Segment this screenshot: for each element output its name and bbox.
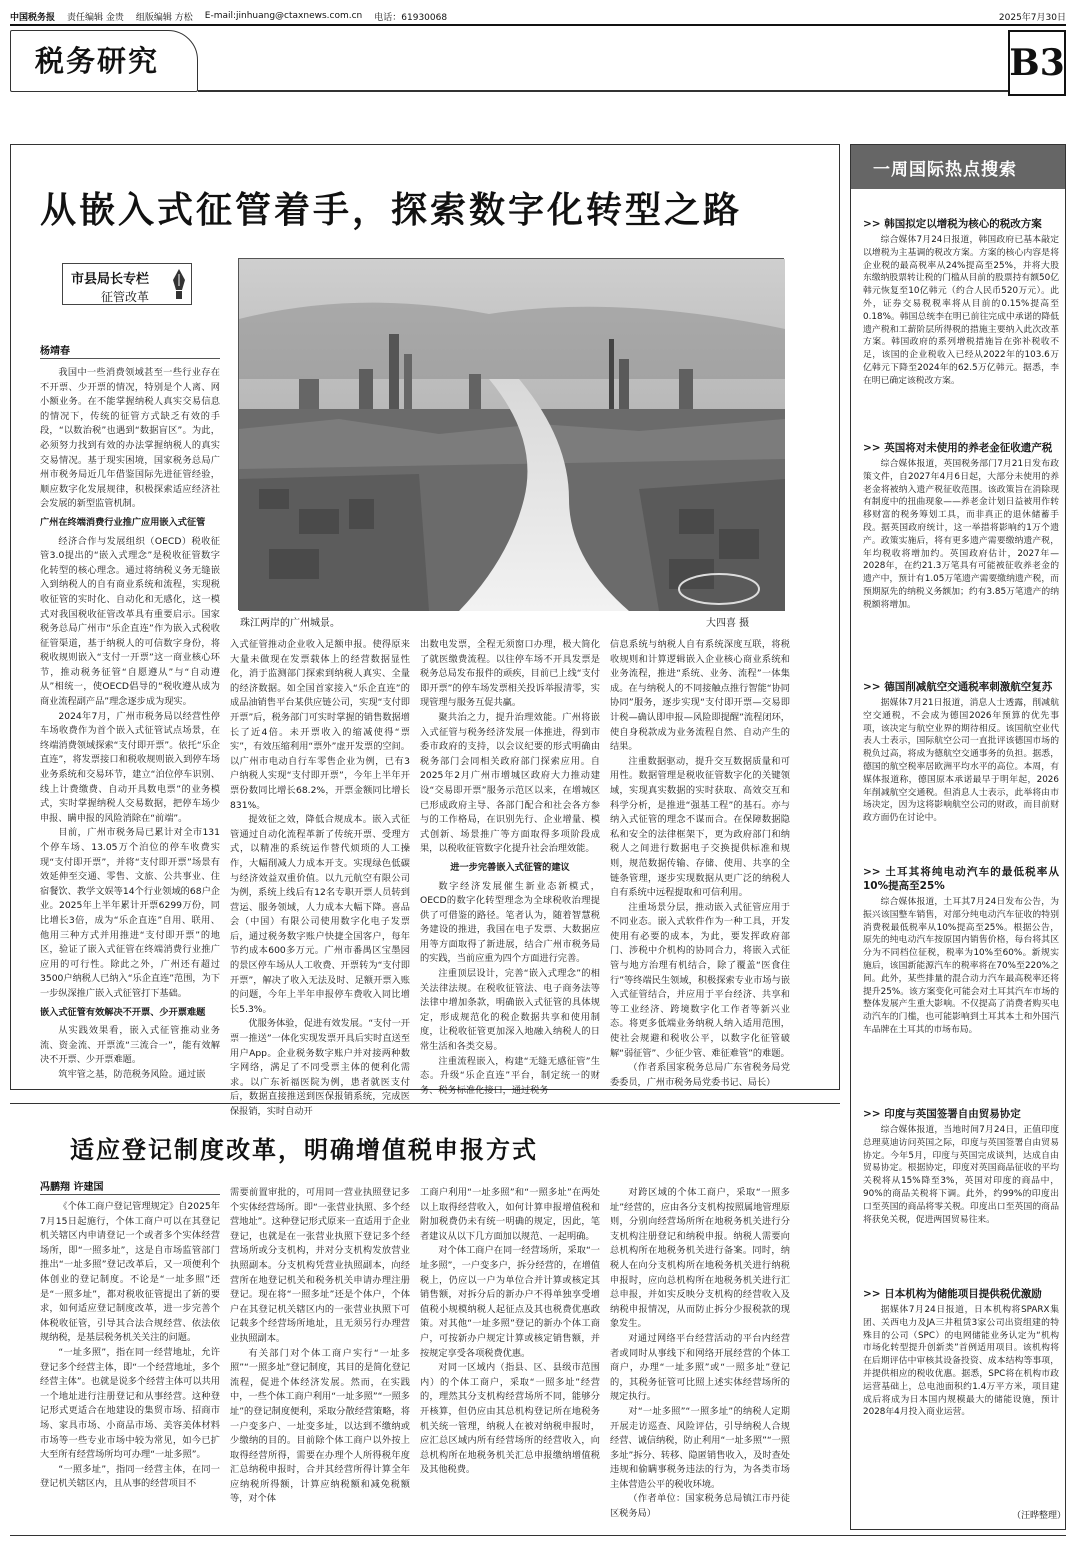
article-2-headline: 适应登记制度改革，明确增值税申报方式: [70, 1135, 538, 1164]
paragraph: 筑牢管之基，防范税务风险。通过嵌: [58, 1068, 206, 1080]
paragraph: 提效征之效，降低合规成本。嵌入式征管通过自动化流程革新了传统开票、受理方式，以精准的系统运作替代烦琐的人工操作，大幅削减人力成本开支。实现绿色低碳与经济效益双重价值。以九元航空有限公司为例，系统上线后有12名专职开票人员转到营运、服务领域，人力成本大幅下降。喜品会（中国）有限公司使用数字化电子发票后，通过税务数字账户快捷全国客户，每年节约成本600多万元。广州市番禺区宝墨园的景区停车场从人工收费、开票转为“支付即开票”，解决了收入无法及时、足额开票入账的问题，今年上半年申报停车费收入同比增长5.3%。: [230, 814, 410, 1015]
paragraph: 对个体工商户在同一经营场所，采取“一址多照”，一户变多户，拆分经营的，在增值税上，仍应以一户为单位合并计算或核定其销售额，对拆分后的新办户不得单独享受增值税小规模纳税人起征点及其也税费优惠政策。对其他“一址多照”登记的新办个体工商户，可按新办户规定计算或核定销售额，并按规定享受各项税费优惠。: [420, 1245, 600, 1359]
news-item-body: 据媒体7月21日报道，消息人士透露，削减航空交通税，不会成为德国2026年预算的优先事项，该决定与航空业界的期待相反。该国航空业代表人士表示，国际航空公司一直批评该德国市场的税负过高，将成为德航空交通事务的负担。据悉，德国的航空税率居欧洲平均水平的高位。本周，有媒体报道称，德国原本承诺最早于明年起，2026年削减航空交通税。但消息人士表示，此举将由市场决定，因为这将影响航空公司的财政，而目前财政方面仍在讨论中。: [863, 698, 1059, 824]
subheading: 嵌入式征管有效解决不开票、少开票难题: [40, 1006, 206, 1018]
paragraph: 数字经济发展催生新业态新模式，OECD的数字化转型理念为全球税收治理提供了可借鉴的路径。笔者认为，随着智慧税务建设的推进，我国在电子发票、大数据应用等方面取得了新进展，结合广州市税务局的实践，当前应重为四个方面进行完善。: [420, 880, 600, 965]
page-number: B3: [1008, 30, 1066, 96]
paragraph: 注重数据驱动，提升交互数据质量和可用性。数据管理是税收征管数字化的关键领域，实现真实数据的实时获取、高效交互和科学分析，是推进“强基工程”的基石。亦与纳入式征管的理念不谋而合。在保障数据隐私和安全的法律框架下，更为政府部门和纳税人之间进行数据电子交换提供标准和规则，规范数据传输、存储、使用、共享的全链条管理，逐步实现数据从更广泛的纳税人自有系统中远程提取和可信利用。: [610, 755, 790, 899]
article-2-column-1: [40, 1200, 220, 1528]
news-item-body: 综合媒体报道，土耳其7月24日发布公告，为振兴该国整车销售，对部分纯电动汽车征收的特别消费税最低税率从10%提高至25%。根据公告，原先的纯电动汽车按原国内销售价格，每台将其区分为不同档位征税，税率为10%至60%。新规实施后，该国新能源汽车的税率将在70%至220%之间。此外，某些排量的混合动力汽车最高税率还将提升25%。该方案变化可能会对土耳其汽车市场的整体发展产生重大影响。不仅提高了消费者购买电动汽车的门槛，也可能影响到土耳其本土和外国汽车品牌在土耳其的市场布局。: [863, 897, 1059, 1035]
news-item-body: 综合媒体7月24日报道，韩国政府已基本敲定以增税为主基调的税改方案。方案的核心内容是将企业税的最高税率从24%提高至25%，并将大股东缴纳股票转让税的门槛从目前的股票持有额50亿韩元恢复至10亿韩元（约合人民币520万元）。此外，证券交易税税率将从目前的0.15%提高至0.18%。韩国总统李在明已前往完成中承诺的降低遗产税和工薪阶层所得税的措施主要纳入此次改革方案。韩国政府的系列增税措施旨在弥补税收不足，该国的企业税收入已经从2022年的103.6万亿韩元下降至2024年的62.5万亿韩元。据悉，李在明已确定该税改方案。: [863, 235, 1059, 386]
paragraph: 信息系统与纳税人自有系统深度互联，将税收规则和计算逻辑嵌入企业核心商业系统和业务流程，推进“系统、业务、流程”一体集成。在与纳税人的不同接触点推行智能“协同协同”服务，逐步实现“支付即开票—交易即计税—确认即申报—风险即提醒”流程闭环，使自身税款成为业务流程自然、自动产生的结果。: [610, 639, 790, 753]
section-title-box: [10, 30, 198, 92]
news-item-title: >> 日本机构为储能项目提供税优激励: [863, 1288, 1042, 1300]
paragraph: 对跨区域的个体工商户，采取“一照多址”经营的，应由各分支机构按照属地管理原则，分别向经营场所所在地税务机关进行分支机构注册登记和纳税申报。纳税人需要向总机构所在地税务机关进行备案。同时，纳税人在向分支机构所在地税务机关进行纳税申报时，应向总机构所在地税务机关进行汇总申报，并如实反映分支机构的经营收入及纳税申报情况，从而防止拆分少报税款的现象发生。: [610, 1187, 790, 1330]
photo-caption: 珠江两岸的广州城景。: [240, 618, 340, 629]
news-item-title: >> 土耳其将纯电动汽车的最低税率从10%提高至25%: [863, 866, 1059, 892]
paragraph: 目前，广州市税务局已累计对全市131个停车场、13.05万个泊位的停车收费实现“支付即开票”，并将“支付即开票”场景有效延伸至交通、零售、文旅、公共事业、住宿餐饮、教学文娱等14个行业领域的68户企业。2025年上半年累计开票6299万份，同比增长3倍，成为“乐企直连”自用、联用、他用三种方式并用推进“支付即开票”的地区，验证了嵌入式征管在终端消费行业推广应用的可行性。除此之外，广州还有超过3500户纳税人已纳入“乐企直连”范围，为下一步纵深推广嵌入式征管打下基础。: [40, 827, 220, 999]
paragraph: “一照多址”，指同一经营主体，在同一登记机关辖区内，且从事的经营项目不: [40, 1463, 220, 1490]
masthead: [10, 8, 1066, 24]
paragraph: 工商户利用“一址多照”和“一照多址”在两处以上取得经营收入，如何计算申报增值税和附加税费仍未有统一明确的规定，因此，笔者建议从以下几方面加以规范、一起明确。: [420, 1187, 600, 1242]
byline-rule: [40, 358, 220, 359]
subheading: 广州在终端消费行业推广应用嵌入式征管: [40, 516, 206, 528]
phone: 电话：61930068: [374, 12, 448, 23]
column-tag-label: 市县局长专栏: [71, 272, 150, 287]
sidebar-header: [851, 145, 1065, 189]
news-item-title: >> 印度与英国签署自由贸易协定: [863, 1108, 1021, 1120]
sidebar-title: 一周国际热点搜索: [873, 160, 1017, 180]
city-photo: [238, 258, 784, 610]
byline-rule: [40, 1194, 220, 1195]
section-rule: [198, 90, 1008, 92]
photo-credit: 大四喜 摄: [706, 618, 750, 629]
layout-editor: 组版编辑 方松: [135, 12, 193, 23]
paragraph: 聚共治之力，提升治理效能。广州将嵌入式征管与税务经济发展一体推进，得到市委市政府的支持，以会议纪要的形式明确由税务部门会同相关政府部门探索应用。自2025年2月广州市增城区政府大力推动建设“交易即开票”服务示范区以来，在增城区已形成政府主导、各部门配合和社会各方参与的工作格局，在识别先行、企业增量、模式创新、场景推广等方面取得多项阶段成果，以税收征管数字化提升社会治理效能。: [420, 711, 600, 855]
sidebar-news-item: [863, 680, 1059, 858]
author-note: （作者系国家税务总局广东省税务局党委委员，广州市税务局党委书记、局长）: [610, 1062, 790, 1088]
news-item-title: >> 韩国拟定以增税为核心的税改方案: [863, 218, 1042, 230]
author-note: （作者单位：国家税务总局镇江市丹徒区税务局）: [610, 1493, 790, 1520]
paragraph: 从实践效果看，嵌入式征管推动业务流、资金流、开票流“三流合一”，能有效解决不开票、少开票难题。: [40, 1025, 220, 1066]
article-2-byline: 冯鹏翔 许建国: [40, 1182, 104, 1193]
news-item-body: 综合媒体报道，英国税务部门7月21日发布政策文件，自2027年4月6日起，大部分未使用的养老金将被纳入遗产税征收范围。该政策旨在消除现有制度中的扭曲现象——养老金计划日益被用作转移财富的税务筹划工具，而非真正的退休储蓄手段。据英国政府统计，这一举措将影响约1万个遗产。政策实施后，将有更多遗产需要缴纳遗产税，年均税收将增加约。英国政府估计，2027年—2028年，在约21.3万笔具有可能被征收养老金的遗产中，预计有1.05万笔遗产需要缴纳遗产税，而预期原先的纳税义务额加；约有3.85万笔遗产的纳税额将增加。: [863, 459, 1059, 610]
article-1-headline: 从嵌入式征管着手，探索数字化转型之路: [40, 189, 743, 231]
paragraph: “一址多照”，指在同一经营地址，允许登记多个经营主体，即“一个经营地址，多个经营主体”。也就是说多个经营主体可以共用一个地址进行注册登记和从事经营。这种登记形式更适合在地建设的集贸市场、招商市场、家具市场、小商品市场、美容美体材料市场等一些专业市场中较为常见，如今已扩大至所有经营场所均可办理“一址多照”。: [40, 1346, 220, 1461]
paragraph: 2024年7月，广州市税务局以经营性停车场收费作为首个嵌入式征管试点场景，在终端消费领域探索“支付即开票”。依托“乐企直连”，将发票接口和税收规则嵌入到停车场业务系统和交易环节，建立“泊位停车识别、线上计费缴费、自动开具数电票”的业务模式，实时掌握纳税人交易数据，把停车场少申报、瞒申报的风险消除在“前端”。: [40, 710, 220, 824]
article-2-rule: [10, 1103, 840, 1104]
paragraph: 《个体工商户登记管理规定》自2025年7月15日起施行，个体工商户可以在其登记机关辖区内申请登记一个或者多个实体经营场所，即“一照多址”，这是自市场监管部门推出“一址多照”登记改革后，又一项便利个体创业的登记制度。不论是“一址多照”还是“一照多址”，都对税收征管提出了新的要求，如何适应登记制度改革，进一步完善个体税收征管，引导其合法合规经营、依法依规纳税，是基层税务机关关注的问题。: [40, 1201, 220, 1344]
article-1-column-2: [230, 638, 410, 1117]
subheading: 进一步完善嵌入式征管的建议: [450, 861, 570, 873]
email: E-mail:jinhuang@ctaxnews.com.cn: [204, 11, 363, 21]
paragraph: 注重场景分层，推动嵌入式征管应用于不同业态。嵌入式软件作为一种工具，开发使用有必要的成本，为此，要发挥政府部门、涉税中介机构的协同合力，将嵌入式征管与地方治理有机结合，除了覆盖“医食住行”等终端民生领域，积极探索专业市场与嵌入式征管结合，并应用于平台经济、共享和等工业经济、跨境数字化工作者等新兴业态。将更多低端业务纳税人纳入适用范围，使社会规避和税收公平，以数字化征管破解“弱征管”、少征少管、难征难管”的难题。: [610, 901, 790, 1059]
paragraph: 对通过网络平台经营活动的平台内经营者或同时从事线下和网络开展经营的个体工商户，办理“一址多照”或“一照多址”登记的，其税务征管可比照上述实体经营场所的规定执行。: [610, 1332, 790, 1403]
paragraph: 对“一址多照”“一照多址”的纳税人定期开展走访巡查、风险评估，引导纳税人合规经营、诚信纳税，防止利用“一址多照”“一照多址”拆分、转移、隐匿销售收入，及时查处违规和偷瞒事税务违法的行为，为各类市场主体营造公平的税收环境。: [610, 1405, 790, 1490]
paragraph: 有关部门对个体工商户实行“一址多照”“一照多址”登记制度，其目的是简化登记流程，促进个体经济发展。然而，在实践中，一些个体工商户利用“一址多照”“一照多址”的登记制度便利，采取分散经营策略，将一户变多户、一址变多址，以达到不缴纳或少缴纳的目的。目前除个体工商户以外按上取得经营所得，需要在办理个人所得税年度汇总纳税申报时，合并其经营所得计算全年应纳税所得额，计算应纳税额和减免税额等，对个体: [230, 1347, 410, 1505]
bottom-rule: [10, 1535, 1066, 1536]
article-1-byline: 杨靖春: [40, 346, 70, 357]
sidebar-news-item: [863, 1287, 1059, 1493]
sidebar-news-item: [863, 217, 1059, 439]
editor: 责任编辑 金贵: [67, 12, 124, 23]
paragraph: 我国中一些消费领域甚至一些行业存在不开票、少开票的情况，特别是个人离、网小额业务。在不能掌握纳税人真实交易信息的情况下，传统的征管方式缺乏有效的手段，“以数治税”也遇到“数据盲区”。为此，必须努力找到有效的办法掌握纳税人的真实交易情况。基于现实困境，国家税务总局广州市税务局近几年借鉴国际先进征管经验，顺应数字化发展规律，积极探索适应经济社会发展的新型监管机制。: [40, 367, 220, 510]
paragraph: 出数电发票，全程无须窗口办理，极大简化了就医缴费流程。以往停车场不开具发票是税务总局发布报件的顽疾，目前已上线“支付即开票”的停车场发票相关投诉举报清零，实现管理与服务互促共赢。: [420, 639, 600, 709]
sidebar-news-item: [863, 1107, 1059, 1281]
sidebar-international-news: [850, 144, 1066, 1530]
fountain-pen-icon: [171, 268, 187, 300]
article-2-column-4: [610, 1186, 790, 1528]
article-1-column-4: [610, 638, 790, 1088]
article-1-column-3: [420, 638, 600, 1096]
paragraph: 注重流程嵌入，构建“无缝无感征管”生态。升级“乐企直连”平台，制定统一的财务、税务标准化接口，通过税务: [420, 1055, 600, 1096]
paragraph: 注重顶层设计，完善“嵌入式理念”的相关法律法规。在税收征管法、电子商务法等法律中增加条款，明确嵌入式征管的具体规定，形成规范化的税企数据共享和使用制度，让税收征管更加深入地融入纳税人的日常生活和各类交易。: [420, 968, 600, 1053]
paragraph: 优服务体验，促进有效发展。“支付一开票一推送”一体化实现发票开具后实时直送至用户App。企业税务数字账户并对接两种数字网络，满足了不同受票主体的便利化需求。以广东祈福医院为例，患者就医支付后，数据直接推送到医保报销系统，完成医保报销，实时自动开: [230, 1018, 410, 1117]
paragraph: 入式征管推动企业收入足额申报。使得原来大量未做现在发票载体上的经营数据显性化，消于监测部门探索到纳税人真实、全量的经济数据。如全国首家接入“乐企直连”的成品油销售平台某供应链公司，实现“支付即开票”后，税务部门可实时掌握的销售数据增长了近4倍。未开票收入的缩减使得“票实”，有效压缩利用“票外”虚开发票的空间。以广州市电动自行车零售企业为例，已有3户纳税人实现“支付即开票”，今年上半年开票份数同比增长68.2%，开票金额同比增长831%。: [230, 639, 410, 811]
news-item-title: >> 德国削减航空交通税率刺激航空复苏: [863, 681, 1053, 693]
news-item-title: >> 英国将对未使用的养老金征收遗产税: [863, 442, 1053, 454]
news-item-body: 据媒体7月24日报道，日本机构将SPARX集团、关西电力及JA三井租赁3家公司出资组建的特殊目的公司（SPC）的电网储能业务认定为“机构市场化转型提升创新类”首例适用项目。该机构将在后期评估中审核其设备投资、成本结构等事项，并提供相应的税收优惠。据悉，SPC将在机构市政运营基础上，总电池面积约1.4万平方米，项目建成后将成为日本国内规模最大的储能设施，预计2028年4月投入商业运营。: [863, 1305, 1059, 1418]
sidebar-news-item: [863, 865, 1059, 1101]
section-title: 税务研究: [35, 44, 160, 78]
paper-name: 中国税务报: [10, 12, 56, 23]
column-tag: [62, 263, 192, 305]
issue-date: 2025年7月30日: [998, 12, 1066, 23]
section-header: [10, 30, 1066, 98]
article-2-column-2: [230, 1186, 410, 1528]
news-item-body: 综合媒体报道，当地时间7月24日，正值印度总理莫迪访问英国之际，印度与英国签署自由贸易协定。今年5月，印度与英国完成谈判，达成自由贸易协定。根据协定，印度对英国商品征收的平均关税将从15%降至3%，英国对印度的商品中，90%的商品关税将下调。此外，约99%的印度出口至英国的商品将零关税。印度出口至英国的商品将获免关税，促进两国贸易往来。: [863, 1125, 1059, 1225]
article-1-column-1: [40, 366, 220, 1084]
sidebar-compiler: （汪晔整理）: [1011, 1511, 1066, 1521]
paragraph: 对同一区域内（指县、区、县级市范围内）的个体工商户，采取“一照多址”经营的，理然其分支机构经营场所不同，能够分开核算，但仍应由其总机构登记所在地税务机关统一管理，纳税人在被对纳税申报时，应汇总区域内所有经营场所的经营收入，向总机构所在地税务机关汇总申报缴纳增值税及其他税费。: [420, 1362, 600, 1476]
guangzhou-skyline-image: [239, 259, 785, 611]
paragraph: 经济合作与发展组织（OECD）税收征管3.0提出的“嵌入式理念”是税收征管数字化转型的核心理念。通过将纳税义务无缝嵌入到纳税人的自有商业系统和流程，实现税收征管的实时化、自动化和无感化，这一模式对我国税收征管改革具有重要启示。国家税务总局广州市“乐企直连”作为嵌入式税收征管渠道，基于纳税人的可信数字身份，将税收规则嵌入“支付一开票”这一商业核心环节，推动税务征管“自愿遵从”与“自动遵从”相统一，使OECD倡导的“税收遵从成为商业流程副产品”理念逐步成为现实。: [40, 535, 220, 708]
sidebar-news-item: [863, 441, 1059, 677]
article-2-column-3: [420, 1186, 600, 1528]
column-tag-sub: 征管改革: [101, 290, 150, 304]
top-rule: [10, 24, 1066, 26]
paragraph: 需要前置审批的，可用同一营业执照登记多个实体经营场所。即“一张营业执照、多个经营地址”。这种登记形式原来一直适用于企业登记，也就是在一张营业执照下登记多个经营场所或分支机构，并对分支机构发放营业执照副本。分支机构凭营业执照副本，向经营所在地登记机关和税务机关申请办理注册登记。现在将“一照多址”还是个体户，个体户在其登记机关辖区内的一张营业执照下可记载多个经营场所地址，且无须另行办理营业执照副本。: [230, 1187, 410, 1344]
